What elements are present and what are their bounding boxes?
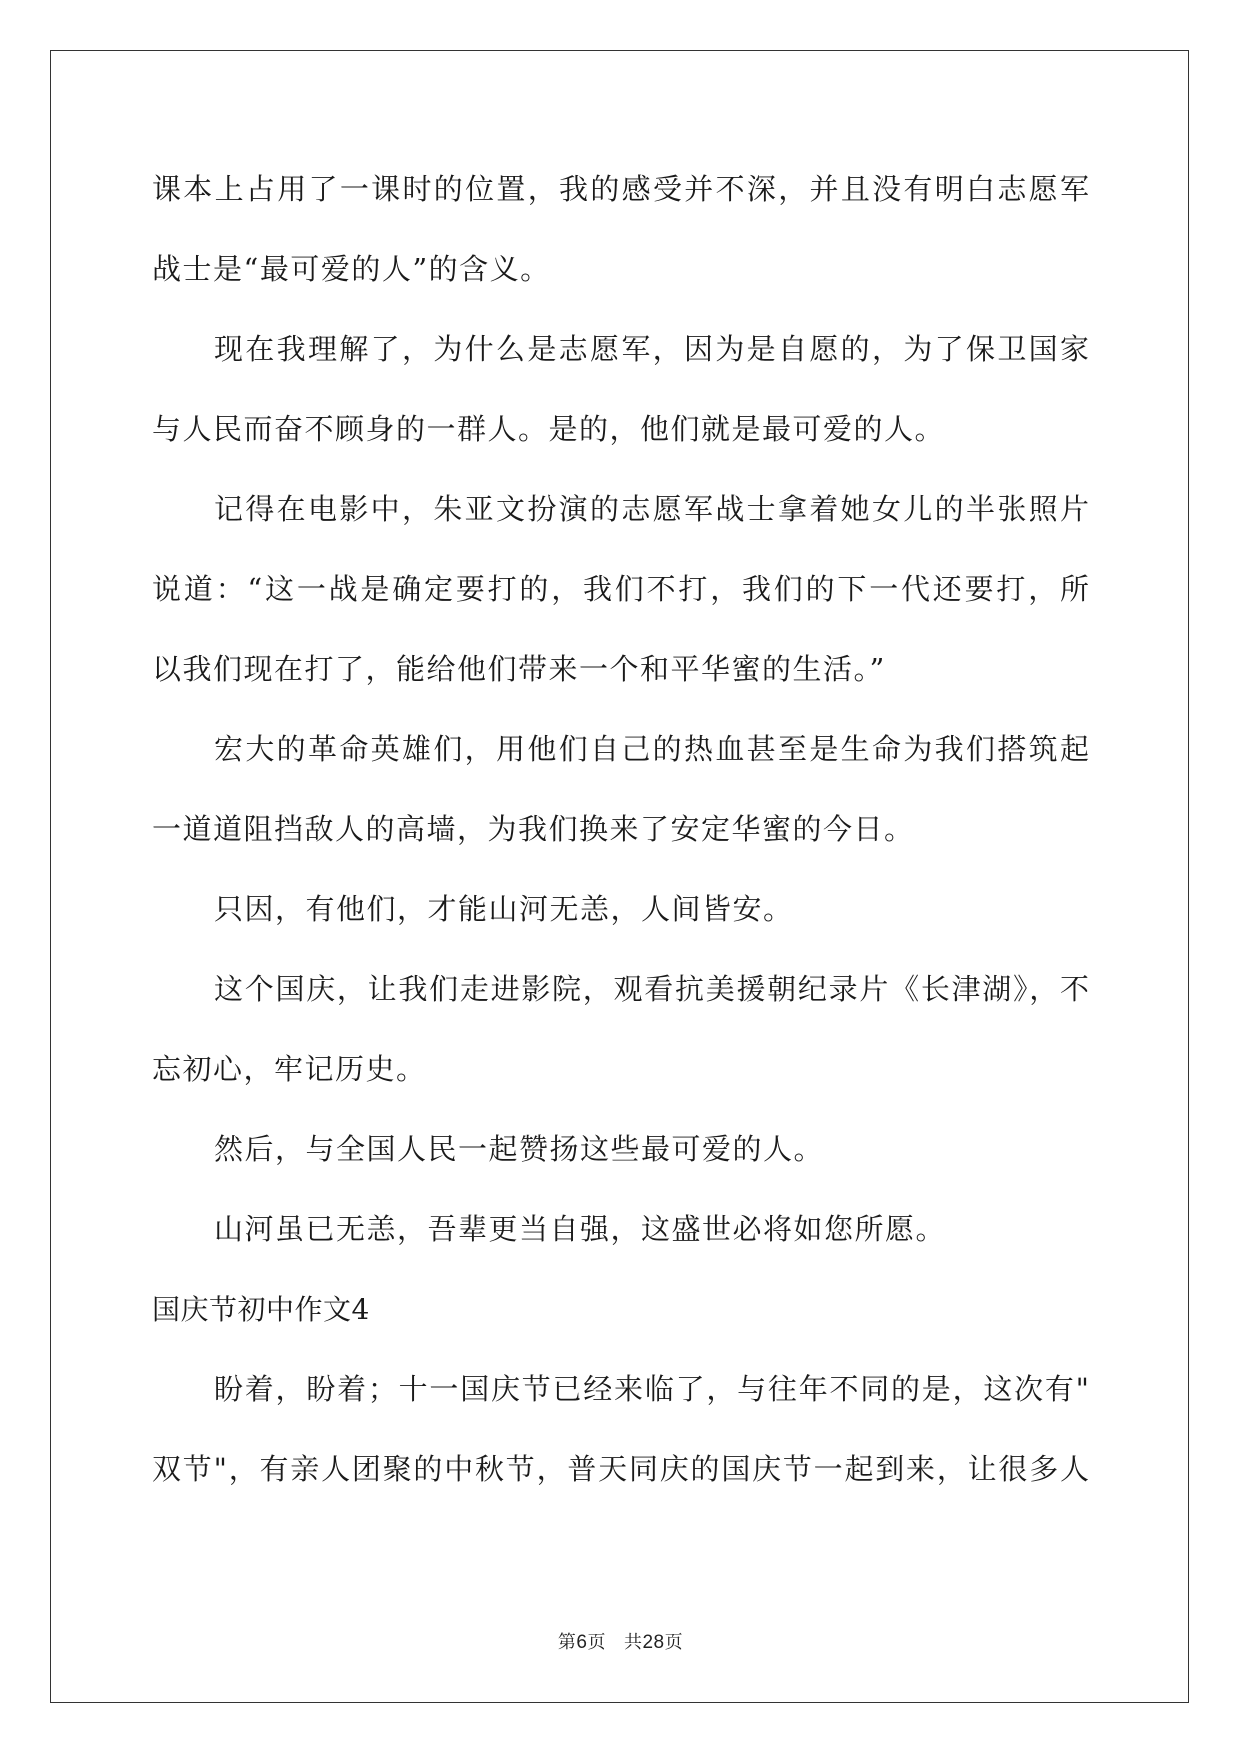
text-line: 双节"，有亲人团聚的中秋节，普天同庆的国庆节一起到来，让很多人 (152, 1452, 1089, 1486)
page-footer (0, 1632, 1241, 1654)
text-line: 忘初心，牢记历史。 (152, 1052, 427, 1086)
paragraph-first-line: 记得在电影中，朱亚文扮演的志愿军战士拿着她女儿的半张照片 (214, 492, 1089, 526)
section-heading: 国庆节初中作文4 (152, 1293, 370, 1326)
paragraph-first-line: 这个国庆，让我们走进影院，观看抗美援朝纪录片《长津湖》，不 (214, 972, 1089, 1006)
paragraph-first-line: 盼着，盼着；十一国庆节已经来临了，与往年不同的是，这次有" (214, 1372, 1089, 1406)
text-line: 与人民而奋不顾身的一群人。是的，他们就是最可爱的人。 (152, 412, 946, 446)
text-line: 说道：“这一战是确定要打的，我们不打，我们的下一代还要打，所 (152, 572, 1089, 606)
page-total-number: 28 (642, 1632, 665, 1653)
total-suffix: 页 (664, 1632, 684, 1653)
paragraph-first-line: 然后，与全国人民一起赞扬这些最可爱的人。 (214, 1132, 825, 1166)
text-line: 课本上占用了一课时的位置，我的感受并不深，并且没有明白志愿军 (152, 172, 1089, 206)
paragraph-first-line: 只因，有他们，才能山河无恙，人间皆安。 (214, 892, 794, 926)
page-mid: 页 (587, 1632, 606, 1653)
paragraph-first-line: 山河虽已无恙，吾辈更当自强，这盛世必将如您所愿。 (214, 1212, 947, 1246)
text-line: 一道道阻挡敌人的高墙，为我们换来了安定华蜜的今日。 (152, 812, 915, 846)
page-prefix: 第 (557, 1632, 577, 1653)
text-line: 战士是“最可爱的人”的含义。 (152, 252, 551, 286)
page-current-number: 6 (576, 1632, 588, 1653)
total-prefix: 共 (623, 1632, 643, 1653)
text-line: 以我们现在打了，能给他们带来一个和平华蜜的生活。” (152, 652, 886, 686)
paragraph-first-line: 宏大的革命英雄们，用他们自己的热血甚至是生命为我们搭筑起 (214, 732, 1089, 766)
paragraph-first-line: 现在我理解了，为什么是志愿军，因为是自愿的，为了保卫国家 (214, 332, 1089, 366)
